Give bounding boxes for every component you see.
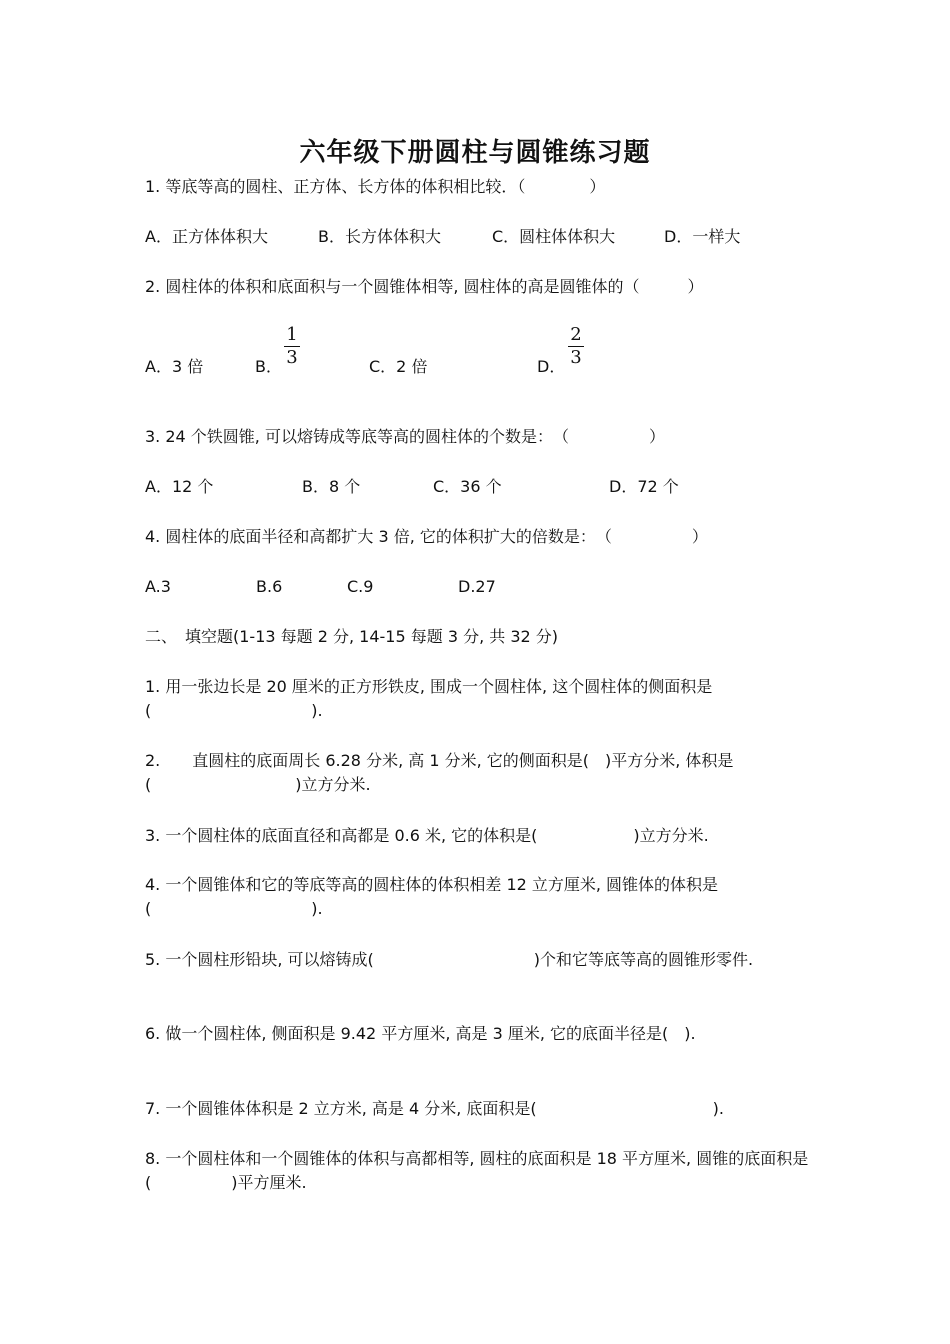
question-1-option-b: B．长方体体积大 [318, 227, 441, 246]
question-4-option-a: A.3 [145, 577, 171, 596]
fraction-d-denominator: 3 [570, 347, 582, 368]
question-4-option-c: C.9 [347, 577, 374, 596]
fill-item-1: 1. 用一张边长是 20 厘米的正方形铁皮, 围成一个圆柱体, 这个圆柱体的侧面积是( ). [145, 677, 713, 720]
question-2-fraction-b [282, 325, 302, 368]
fill-item-7: 7. 一个圆锥体体积是 2 立方米, 高是 4 分米, 底面积是( ). [145, 1099, 724, 1118]
fraction-b-denominator: 3 [286, 347, 298, 368]
question-3-stem: 3. 24 个铁圆锥, 可以熔铸成等底等高的圆柱体的个数是： （ ） [145, 427, 665, 446]
question-4-option-d: D.27 [458, 577, 496, 596]
fraction-b-numerator: 1 [286, 324, 298, 345]
fill-item-2: 2. 直圆柱的底面周长 6.28 分米, 高 1 分米, 它的侧面积是( )平方分米, 体积是( )立方分米. [145, 751, 734, 794]
question-2-option-b: B． [255, 357, 282, 376]
question-2-stem: 2. 圆柱体的体积和底面积与一个圆锥体相等, 圆柱体的高是圆锥体的（ ） [145, 277, 704, 296]
question-2-fraction-d [566, 325, 586, 368]
fill-item-3: 3. 一个圆柱体的底面直径和高都是 0.6 米, 它的体积是( )立方分米. [145, 826, 709, 845]
question-2-option-c: C．2 倍 [369, 357, 428, 376]
question-3-option-d: D．72 个 [609, 477, 679, 496]
fill-item-4: 4. 一个圆锥体和它的等底等高的圆柱体的体积相差 12 立方厘米, 圆锥体的体积是( ). [145, 875, 719, 918]
question-2-option-d: D． [537, 357, 566, 376]
question-2-option-a: A．3 倍 [145, 357, 204, 376]
question-4-stem: 4. 圆柱体的底面半径和高都扩大 3 倍, 它的体积扩大的倍数是： （ ） [145, 527, 708, 546]
question-3-option-a: A．12 个 [145, 477, 214, 496]
section-2-heading: 二、 填空题(1-13 每题 2 分, 14-15 每题 3 分, 共 32 分) [145, 627, 559, 646]
question-1-option-c: C．圆柱体体积大 [492, 227, 616, 246]
question-1-stem: 1. 等底等高的圆柱、正方体、长方体的体积相比较．（ ） [145, 177, 606, 196]
question-1-option-a: A．正方体体积大 [145, 227, 268, 246]
question-1-option-d: D．一样大 [664, 227, 741, 246]
question-3-option-b: B．8 个 [302, 477, 361, 496]
fill-item-6: 6. 做一个圆柱体, 侧面积是 9.42 平方厘米, 高是 3 厘米, 它的底面半径是( ). [145, 1024, 696, 1043]
question-4-option-b: B.6 [256, 577, 283, 596]
fill-item-8: 8. 一个圆柱体和一个圆锥体的体积与高都相等, 圆柱的底面积是 18 平方厘米, 圆锥的底面积是( )平方厘米. [145, 1149, 809, 1192]
page-title: 六年级下册圆柱与圆锥练习题 [299, 138, 651, 168]
fill-item-5: 5. 一个圆柱形铅块, 可以熔铸成( )个和它等底等高的圆锥形零件. [145, 950, 754, 969]
fraction-d-numerator: 2 [570, 324, 582, 345]
question-3-option-c: C．36 个 [433, 477, 502, 496]
